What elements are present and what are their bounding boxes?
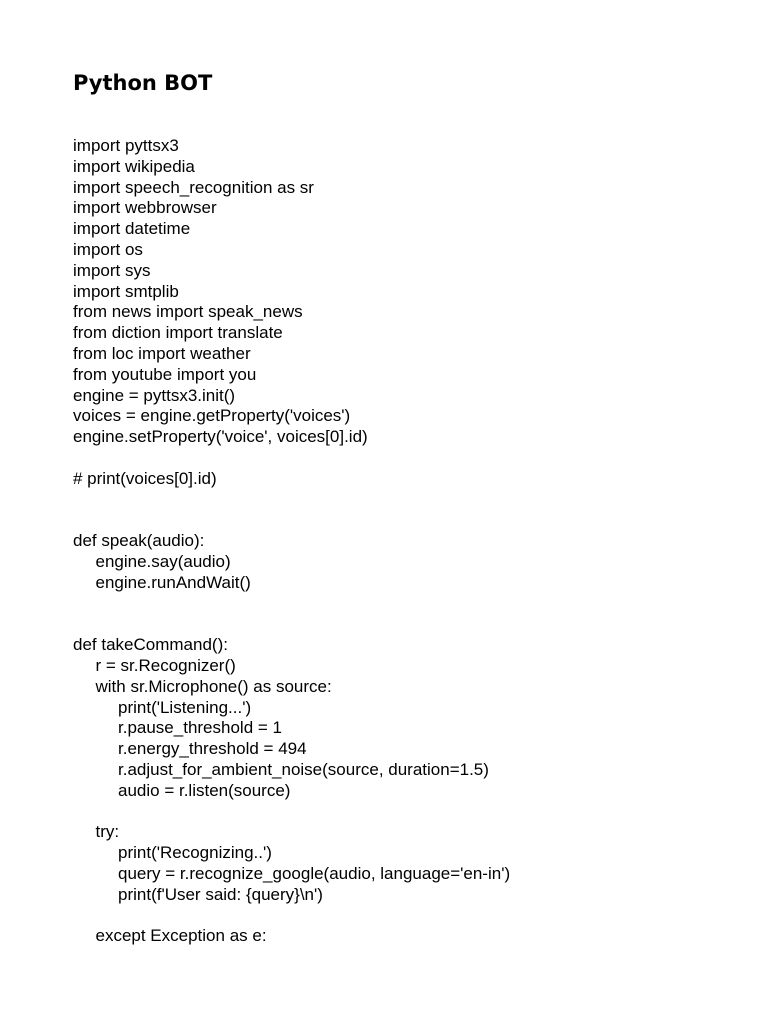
blank-line: [73, 510, 753, 531]
code-line: print('Recognizing..'): [118, 843, 272, 863]
code-line: import webbrowser: [73, 198, 217, 218]
code-line: r.energy_threshold = 494: [118, 739, 307, 759]
code-line: from diction import translate: [73, 323, 283, 343]
code-line: from youtube import you: [73, 364, 257, 384]
code-line: def speak(audio):: [73, 531, 205, 551]
blank-line: [73, 614, 753, 635]
code-line: def takeCommand():: [73, 635, 228, 655]
code-line: import speech_recognition as sr: [73, 177, 314, 197]
code-line: from loc import weather: [73, 343, 251, 363]
code-line: import smtplib: [73, 281, 179, 301]
blank-line: [73, 802, 753, 823]
code-line: query = r.recognize_google(audio, language='en-in'): [118, 863, 511, 883]
code-line: r.pause_threshold = 1: [118, 718, 282, 738]
code-line: engine.runAndWait(): [95, 572, 251, 592]
code-line: import wikipedia: [73, 156, 195, 176]
code-block: [73, 136, 753, 947]
code-line: engine.setProperty('voice', voices[0].id): [73, 427, 368, 447]
code-line: engine = pyttsx3.init(): [73, 385, 236, 405]
code-line: except Exception as e:: [95, 926, 267, 946]
code-line: try:: [95, 822, 120, 842]
code-line: with sr.Microphone() as source:: [95, 676, 332, 696]
code-line: import os: [73, 239, 143, 259]
code-line: voices = engine.getProperty('voices'): [73, 406, 351, 426]
blank-line: [73, 448, 753, 469]
document-title: Python BOT: [73, 71, 213, 95]
blank-line: [73, 490, 753, 511]
code-line: print(f'User said: {query}\n'): [118, 884, 323, 904]
code-line: r.adjust_for_ambient_noise(source, duration=1.5): [118, 759, 489, 779]
code-line: from news import speak_news: [73, 302, 303, 322]
code-line: import sys: [73, 260, 151, 280]
code-line: # print(voices[0].id): [73, 468, 217, 488]
code-line: import pyttsx3: [73, 136, 179, 155]
code-line: engine.say(audio): [95, 551, 231, 571]
code-line: audio = r.listen(source): [118, 780, 291, 800]
code-line: import datetime: [73, 219, 191, 239]
code-line: print('Listening...'): [118, 697, 252, 717]
code-line: r = sr.Recognizer(): [95, 655, 236, 675]
blank-line: [73, 594, 753, 615]
blank-line: [73, 905, 753, 926]
